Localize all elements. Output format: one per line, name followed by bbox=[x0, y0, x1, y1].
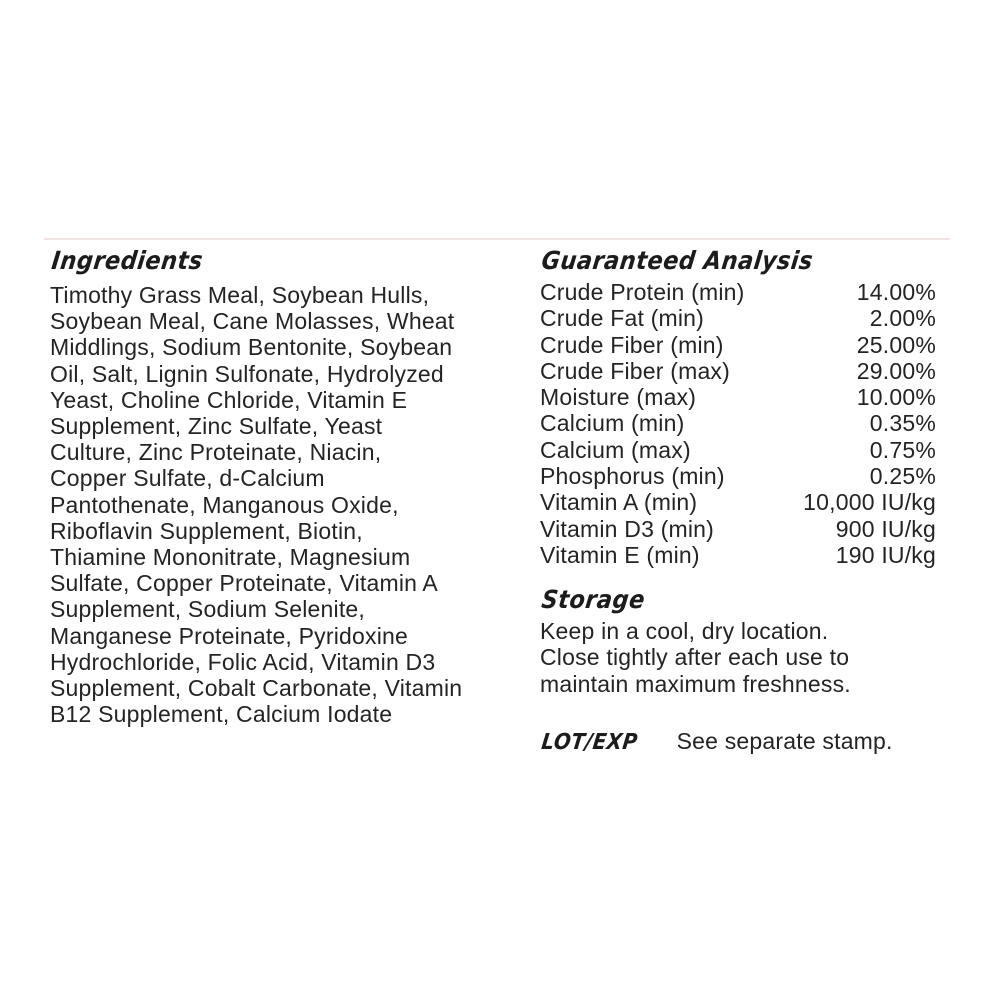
storage-line: Close tightly after each use to bbox=[540, 644, 850, 671]
ingredients-line: Riboflavin Supplement, Biotin, bbox=[50, 517, 363, 544]
analysis-value: 14.00% bbox=[856, 279, 936, 305]
analysis-nutrient: Crude Fat (min) bbox=[540, 305, 705, 332]
analysis-nutrient: Crude Fiber (min) bbox=[540, 331, 724, 358]
analysis-value: 29.00% bbox=[856, 357, 936, 384]
analysis-value: 900 IU/kg bbox=[835, 515, 936, 542]
guaranteed-analysis-section bbox=[540, 246, 936, 568]
analysis-nutrient: Crude Protein (min) bbox=[540, 279, 745, 305]
ingredients-heading: Ingredients bbox=[50, 246, 205, 275]
guaranteed-analysis-table bbox=[540, 279, 936, 568]
lot-exp-section bbox=[540, 728, 936, 755]
ingredients-section bbox=[50, 246, 520, 727]
analysis-row bbox=[540, 384, 936, 410]
analysis-value: 10.00% bbox=[856, 384, 936, 411]
analysis-value: 10,000 IU/kg bbox=[803, 489, 936, 516]
lot-exp-text: See separate stamp. bbox=[676, 727, 893, 754]
ingredients-list bbox=[50, 282, 520, 727]
ingredients-line: Sulfate, Copper Proteinate, Vitamin A bbox=[50, 570, 438, 597]
analysis-value: 190 IU/kg bbox=[835, 541, 936, 568]
analysis-row bbox=[540, 332, 936, 358]
analysis-value: 0.75% bbox=[869, 436, 936, 463]
ingredients-line: Oil, Salt, Lignin Sulfonate, Hydrolyzed bbox=[50, 360, 444, 387]
analysis-row bbox=[540, 463, 936, 489]
storage-line: Keep in a cool, dry location. bbox=[540, 618, 829, 645]
analysis-value: 2.00% bbox=[869, 305, 936, 332]
storage-heading: Storage bbox=[540, 585, 647, 615]
analysis-row bbox=[540, 542, 936, 568]
analysis-row bbox=[540, 358, 936, 384]
ingredients-line: Pantothenate, Manganous Oxide, bbox=[50, 491, 399, 518]
analysis-row bbox=[540, 279, 936, 305]
ingredients-line: Yeast, Choline Chloride, Vitamin E bbox=[50, 386, 408, 413]
analysis-nutrient: Calcium (max) bbox=[540, 436, 691, 463]
analysis-nutrient: Crude Fiber (max) bbox=[540, 357, 730, 384]
analysis-nutrient: Calcium (min) bbox=[540, 410, 685, 437]
analysis-nutrient: Vitamin D3 (min) bbox=[540, 515, 715, 542]
analysis-nutrient: Phosphorus (min) bbox=[540, 463, 725, 490]
ingredients-line: Copper Sulfate, d-Calcium bbox=[50, 465, 325, 492]
ingredients-line: Supplement, Sodium Selenite, bbox=[50, 596, 366, 623]
analysis-nutrient: Vitamin E (min) bbox=[540, 541, 700, 568]
analysis-row bbox=[540, 437, 936, 463]
analysis-row bbox=[540, 305, 936, 331]
ingredients-line: Soybean Meal, Cane Molasses, Wheat bbox=[50, 308, 455, 335]
ingredients-line: Supplement, Zinc Sulfate, Yeast bbox=[50, 413, 383, 440]
analysis-row bbox=[540, 489, 936, 515]
ingredients-line: Timothy Grass Meal, Soybean Hulls, bbox=[50, 282, 430, 308]
analysis-value: 0.25% bbox=[869, 463, 936, 490]
analysis-value: 25.00% bbox=[856, 331, 936, 358]
storage-section bbox=[540, 585, 936, 697]
label-top-edge bbox=[44, 238, 950, 240]
storage-text bbox=[540, 618, 936, 697]
right-column bbox=[540, 246, 936, 755]
storage-line: maintain maximum freshness. bbox=[540, 670, 851, 697]
ingredients-line: Culture, Zinc Proteinate, Niacin, bbox=[50, 439, 382, 466]
ingredients-line: Middlings, Sodium Bentonite, Soybean bbox=[50, 334, 453, 361]
guaranteed-analysis-heading: Guaranteed Analysis bbox=[540, 246, 815, 275]
ingredients-line: Manganese Proteinate, Pyridoxine bbox=[50, 622, 409, 649]
analysis-row bbox=[540, 410, 936, 436]
ingredients-line: Thiamine Mononitrate, Magnesium bbox=[50, 544, 411, 571]
analysis-nutrient: Vitamin A (min) bbox=[540, 489, 698, 516]
analysis-nutrient: Moisture (max) bbox=[540, 384, 697, 411]
lot-exp-label: LOT/EXP bbox=[540, 729, 640, 755]
ingredients-line: B12 Supplement, Calcium Iodate bbox=[50, 701, 393, 728]
analysis-value: 0.35% bbox=[869, 410, 936, 437]
ingredients-line: Supplement, Cobalt Carbonate, Vitamin bbox=[50, 675, 463, 702]
ingredients-line: Hydrochloride, Folic Acid, Vitamin D3 bbox=[50, 648, 436, 675]
analysis-row bbox=[540, 516, 936, 542]
